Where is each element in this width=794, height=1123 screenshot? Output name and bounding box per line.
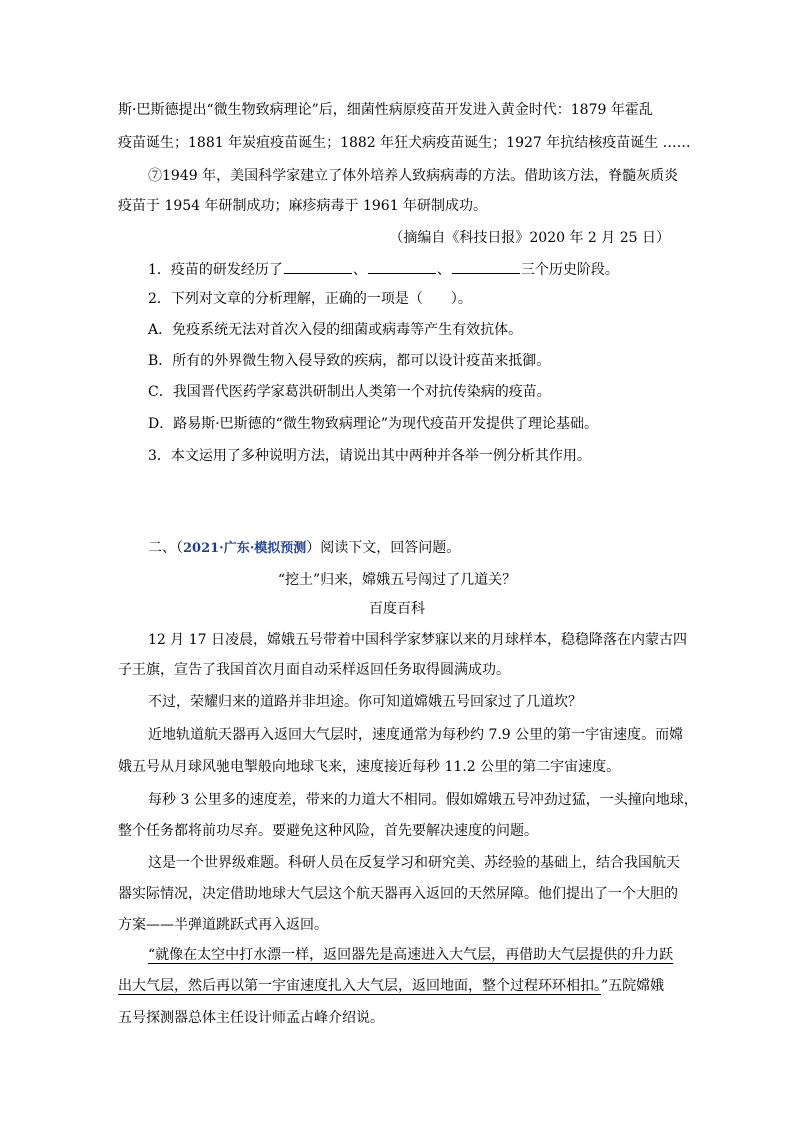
passage-line: 斯·巴斯德提出“微生物致病理论”后，细菌性病原疫苗开发进入黄金时代：1879 年霍乱: [118, 102, 653, 118]
underlined-quote: 出大气层，然后再以第一宇宙速度扎入大气层，返回地面，整个过程环环相扣。: [118, 978, 601, 994]
question-2: 2．下列对文章的分析理解，正确的一项是（ ）。: [148, 291, 472, 307]
section-heading-suffix: ）阅读下文，回答问题。: [306, 540, 461, 556]
passage-line: ⑦1949 年，美国科学家建立了体外培养人致病病毒的方法。借助该方法，脊髓灰质炎: [148, 168, 679, 184]
question-1: [148, 259, 619, 279]
separator: 、: [352, 262, 367, 278]
source-citation: （摘编自《科技日报》2020 年 2 月 25 日）: [389, 230, 670, 246]
quote-attribution: ”五院嫦娥: [601, 978, 665, 994]
answer-blank: [452, 259, 520, 274]
question-3: 3．本文运用了多种说明方法，请说出其中两种并各举一例分析其作用。: [148, 448, 591, 464]
article-line: 12 月 17 日凌晨，嫦娥五号带着中国科学家梦寐以来的月球样本，稳稳降落在内蒙古四: [148, 632, 687, 648]
option-d: D．路易斯·巴斯德的“微生物致病理论”为现代疫苗开发提供了理论基础。: [148, 416, 598, 432]
passage-line: 疫苗于 1954 年研制成功；麻疹病毒于 1961 年研制成功。: [118, 198, 488, 214]
article-line: 近地轨道航天器再入返回大气层时，速度通常为每秒约 7.9 公里的第一宇宙速度。而嫦: [148, 727, 684, 743]
article-line: 器实际情况，决定借助地球大气层这个航天器再入返回的天然屏障。他们提出了一个大胆的: [118, 886, 678, 902]
question-1-suffix: 三个历史阶段。: [520, 262, 619, 278]
option-c: C．我国晋代医药学家葛洪研制出人类第一个对抗传染病的疫苗。: [148, 384, 551, 400]
question-1-prompt: 1．疫苗的研发经历了: [148, 262, 283, 278]
underlined-quote: “就像在太空中打水漂一样，返回器先是高速进入大气层，再借助大气层提供的升力跃: [148, 947, 674, 963]
quote-line: [118, 976, 664, 996]
answer-blank: [284, 259, 352, 274]
article-line: 不过，荣耀归来的道路并非坦途。你可知道嫦娥五号回家过了几道坎？: [148, 694, 582, 710]
source-tag: 2021·广东·模拟预测: [183, 541, 307, 556]
separator: 、: [436, 262, 451, 278]
article-line: 每秒 3 公里多的速度差，带来的力道大不相同。假如嫦娥五号冲劲过猛，一头撞向地球，: [148, 792, 698, 808]
article-line: 娥五号从月球风驰电掣般向地球飞来，速度接近每秒 11.2 公里的第二宇宙速度。: [118, 759, 621, 775]
answer-blank: [368, 259, 436, 274]
article-line: 子王旗，宣告了我国首次月面自动采样返回任务取得圆满成功。: [118, 662, 510, 678]
article-line: 方案——半弹道跳跃式再入返回。: [118, 917, 328, 933]
option-a: A．免疫系统无法对首次入侵的细菌或病毒等产生有效抗体。: [148, 322, 523, 338]
section-heading: [148, 538, 460, 558]
quote-line: [148, 945, 673, 965]
article-author: 百度百科: [369, 601, 425, 617]
article-title: “挖土”归来，嫦娥五号闯过了几道关？: [277, 572, 517, 588]
article-line: 整个任务都将前功尽弃。要避免这种风险，首先要解决速度的问题。: [118, 823, 538, 839]
option-b: B．所有的外界微生物入侵导致的疾病，都可以设计疫苗来抵御。: [148, 353, 551, 369]
passage-line: 疫苗诞生；1881 年炭疽疫苗诞生；1882 年狂犬病疫苗诞生；1927 年抗结核疫苗诞生 ……: [118, 135, 691, 151]
article-line: 这是一个世界级难题。科研人员在反复学习和研究美、苏经验的基础上，结合我国航天: [148, 855, 680, 871]
section-heading-prefix: 二、（: [148, 540, 183, 556]
article-line: 五号探测器总体主任设计师孟占峰介绍说。: [118, 1010, 384, 1026]
